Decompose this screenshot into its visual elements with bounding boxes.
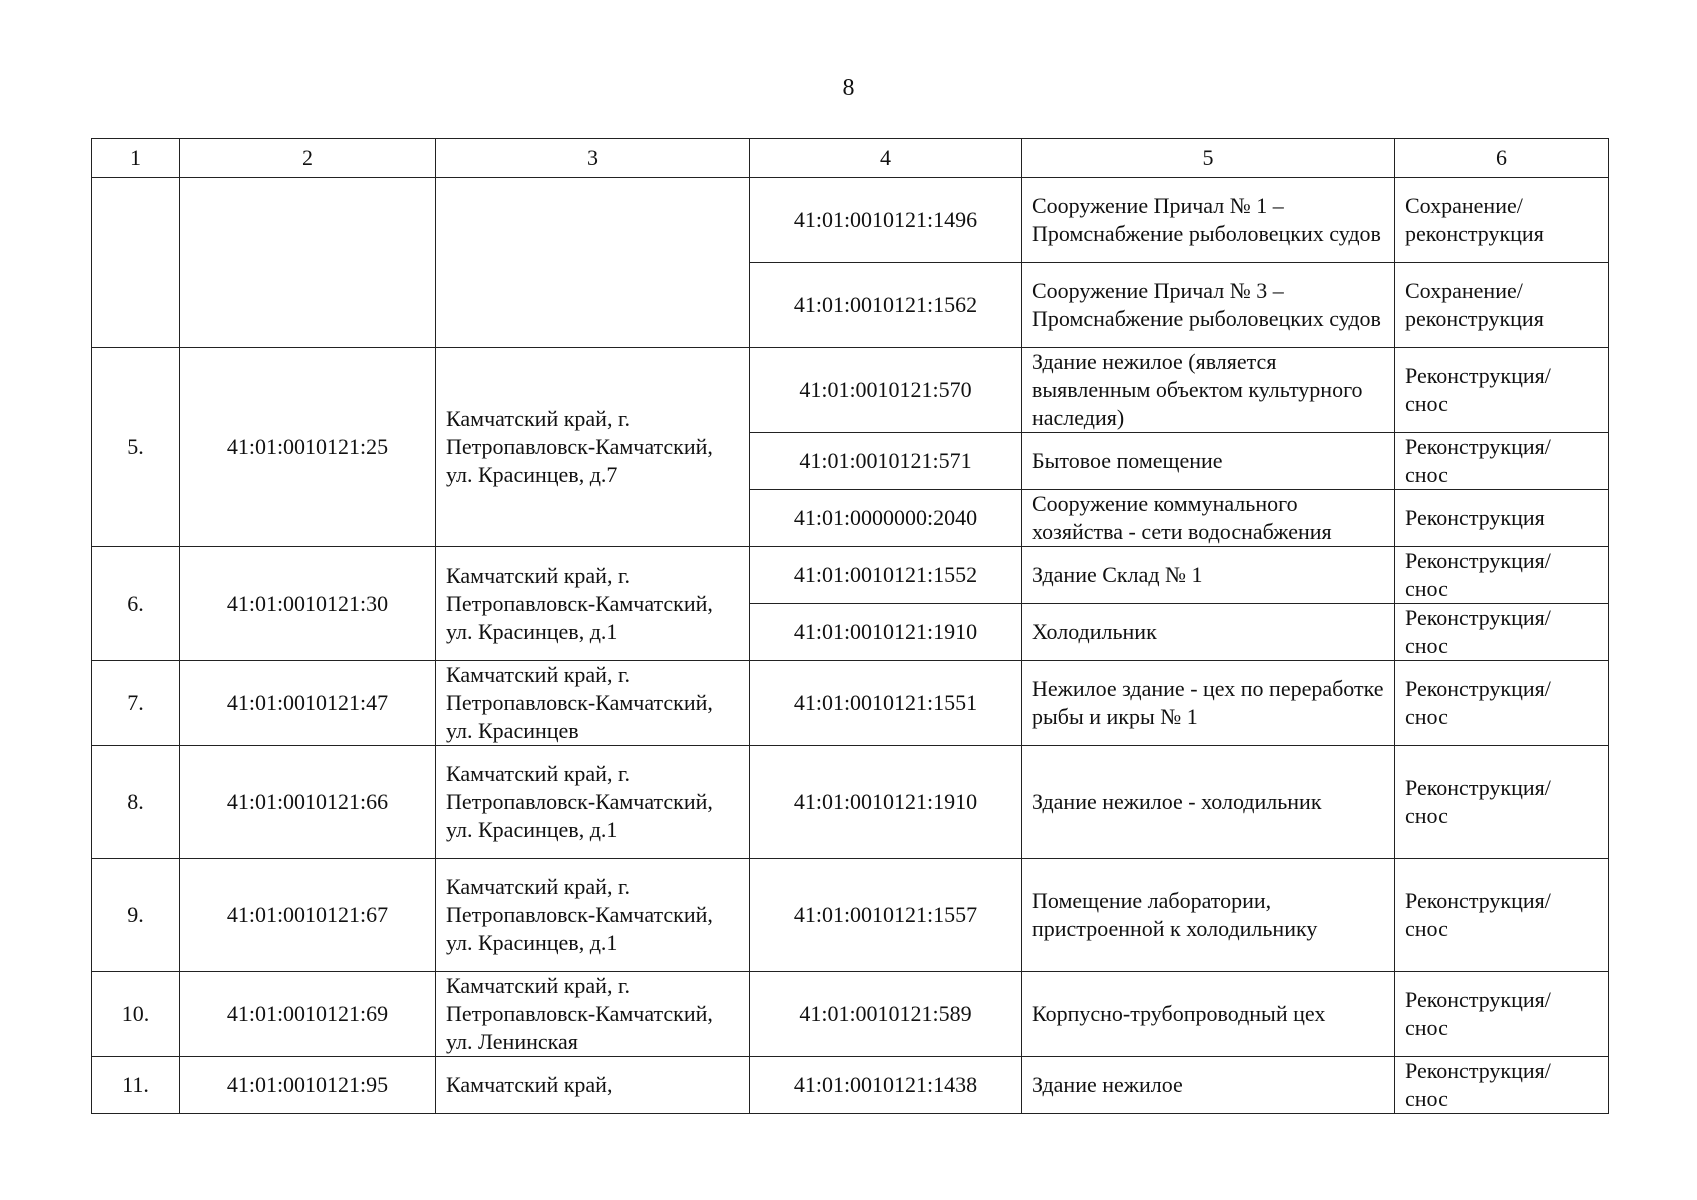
building-cadastral-number: 41:01:0010121:1438 [750, 1057, 1022, 1114]
table-row [92, 348, 1609, 433]
table-row [92, 547, 1609, 604]
building-cadastral-number: 41:01:0010121:1562 [750, 263, 1022, 348]
building-cadastral-number: 41:01:0010121:1551 [750, 661, 1022, 746]
building-cadastral-number: 41:01:0000000:2040 [750, 490, 1022, 547]
building-description: Корпусно-трубопроводный цех [1022, 972, 1395, 1057]
land-address: Камчатский край, г. Петропавловск-Камчатский, ул. Красинцев [436, 661, 750, 746]
planned-action: Реконструкция/ снос [1395, 433, 1609, 490]
building-cadastral-number: 41:01:0010121:1557 [750, 859, 1022, 972]
row-number: 7. [92, 661, 180, 746]
building-description: Здание Склад № 1 [1022, 547, 1395, 604]
planned-action: Реконструкция/ снос [1395, 661, 1609, 746]
table-row [92, 661, 1609, 746]
building-cadastral-number: 41:01:0010121:570 [750, 348, 1022, 433]
objects-table [91, 138, 1609, 1114]
row-number: 11. [92, 1057, 180, 1114]
land-cadastral-number: 41:01:0010121:95 [180, 1057, 436, 1114]
building-description: Сооружение коммунального хозяйства - сети водоснабжения [1022, 490, 1395, 547]
column-number-6: 6 [1395, 139, 1609, 178]
building-cadastral-number: 41:01:0010121:1910 [750, 746, 1022, 859]
land-address: Камчатский край, г. Петропавловск-Камчатский, ул. Красинцев, д.7 [436, 348, 750, 547]
land-address: Камчатский край, г. Петропавловск-Камчатский, ул. Красинцев, д.1 [436, 547, 750, 661]
planned-action: Реконструкция [1395, 490, 1609, 547]
planned-action: Сохранение/ реконструкция [1395, 178, 1609, 263]
land-address: Камчатский край, г. Петропавловск-Камчатский, ул. Ленинская [436, 972, 750, 1057]
row-number: 6. [92, 547, 180, 661]
planned-action: Реконструкция/ снос [1395, 746, 1609, 859]
building-description: Здание нежилое [1022, 1057, 1395, 1114]
land-cadastral-number: 41:01:0010121:69 [180, 972, 436, 1057]
building-cadastral-number: 41:01:0010121:1552 [750, 547, 1022, 604]
land-address: Камчатский край, г. Петропавловск-Камчатский, ул. Красинцев, д.1 [436, 746, 750, 859]
planned-action: Реконструкция/ снос [1395, 604, 1609, 661]
building-cadastral-number: 41:01:0010121:1496 [750, 178, 1022, 263]
land-cadastral-number: 41:01:0010121:47 [180, 661, 436, 746]
table-row [92, 746, 1609, 859]
page-number: 8 [842, 75, 855, 101]
column-number-1: 1 [92, 139, 180, 178]
land-address: Камчатский край, г. Петропавловск-Камчатский, ул. Красинцев, д.1 [436, 859, 750, 972]
planned-action: Реконструкция/ снос [1395, 547, 1609, 604]
planned-action: Реконструкция/ снос [1395, 859, 1609, 972]
land-cadastral-number: 41:01:0010121:30 [180, 547, 436, 661]
planned-action: Реконструкция/ снос [1395, 972, 1609, 1057]
building-description: Нежилое здание - цех по переработке рыбы и икры № 1 [1022, 661, 1395, 746]
planned-action: Реконструкция/ снос [1395, 348, 1609, 433]
building-description: Сооружение Причал № 1 – Промснабжение рыболовецких судов [1022, 178, 1395, 263]
table-row [92, 178, 1609, 263]
building-cadastral-number: 41:01:0010121:1910 [750, 604, 1022, 661]
empty-cell [180, 178, 436, 348]
building-description: Здание нежилое - холодильник [1022, 746, 1395, 859]
building-description: Помещение лаборатории, пристроенной к холодильнику [1022, 859, 1395, 972]
land-cadastral-number: 41:01:0010121:25 [180, 348, 436, 547]
empty-cell [92, 178, 180, 348]
table-row [92, 1057, 1609, 1114]
column-number-4: 4 [750, 139, 1022, 178]
planned-action: Реконструкция/ снос [1395, 1057, 1609, 1114]
table-row [92, 859, 1609, 972]
building-description: Здание нежилое (является выявленным объектом культурного наследия) [1022, 348, 1395, 433]
empty-cell [436, 178, 750, 348]
table-row [92, 972, 1609, 1057]
row-number: 10. [92, 972, 180, 1057]
table-header-row [92, 139, 1609, 178]
row-number: 9. [92, 859, 180, 972]
building-description: Холодильник [1022, 604, 1395, 661]
building-cadastral-number: 41:01:0010121:571 [750, 433, 1022, 490]
row-number: 8. [92, 746, 180, 859]
land-cadastral-number: 41:01:0010121:66 [180, 746, 436, 859]
building-cadastral-number: 41:01:0010121:589 [750, 972, 1022, 1057]
column-number-5: 5 [1022, 139, 1395, 178]
column-number-3: 3 [436, 139, 750, 178]
land-address: Камчатский край, [436, 1057, 750, 1114]
land-cadastral-number: 41:01:0010121:67 [180, 859, 436, 972]
column-number-2: 2 [180, 139, 436, 178]
building-description: Бытовое помещение [1022, 433, 1395, 490]
row-number: 5. [92, 348, 180, 547]
building-description: Сооружение Причал № 3 – Промснабжение рыболовецких судов [1022, 263, 1395, 348]
planned-action: Сохранение/ реконструкция [1395, 263, 1609, 348]
